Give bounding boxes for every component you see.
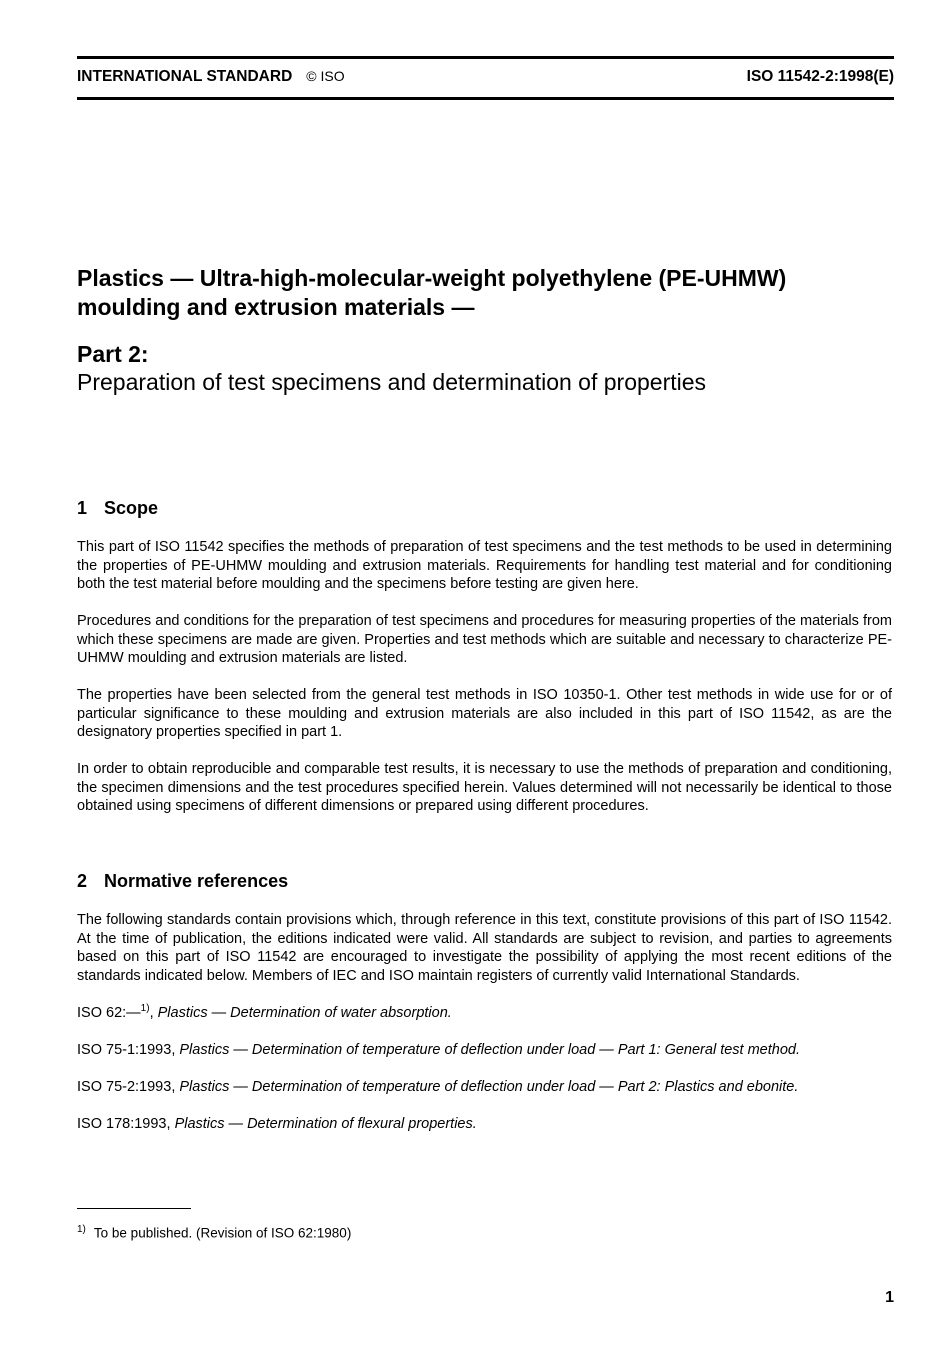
reference-item: ISO 62:—$^{1)}$, Plastics — Determination of water absorption. (77, 1002, 452, 1021)
scope-paragraph: In order to obtain reproducible and comparable test results, it is necessary to use the methods of preparation and conditioning, the specimen dimensions and the test procedures specified herein. Values determined will not necessarily be identical to those obtained using specimens of different dimensions or prepared using different procedures. (77, 761, 892, 814)
header-top-rule (77, 56, 894, 59)
section-1-number: 1 (77, 498, 88, 518)
header-bottom-rule (77, 97, 894, 100)
section-2-number: 2 (77, 871, 88, 891)
reference-title: Plastics — Determination of flexural properties. (174, 1115, 477, 1132)
reference-id: ISO 75-2:1993 (77, 1078, 172, 1095)
reference-id: ISO 62:— (77, 1004, 141, 1021)
scope-paragraph: The properties have been selected from the general test methods in ISO 10350-1. Other test methods in wide use for or of particular significance to these moulding and extrusion materials are also included in this part of ISO 11542, as are the designatory properties specified in part 1. (77, 687, 892, 740)
section-2-title: Normative references (104, 871, 289, 891)
title-line-2: moulding and extrusion materials — (77, 294, 475, 320)
footnote-ref[interactable]: 1) (140, 1002, 150, 1014)
reference-id: ISO 178:1993 (77, 1115, 167, 1132)
part-subtitle: Preparation of test specimens and determination of properties (77, 369, 707, 395)
section-1-title: Scope (104, 498, 159, 518)
footnote-text: To be published. (Revision of ISO 62:1980) (93, 1225, 352, 1241)
section-1-heading (77, 497, 158, 519)
header-copyright: © ISO (306, 68, 345, 84)
title-line-1: Plastics — Ultra-high-molecular-weight polyethylene (PE-UHMW) (77, 265, 787, 291)
reference-title: Plastics — Determination of water absorption. (157, 1004, 452, 1021)
section-2-body (77, 911, 892, 1152)
header-label: INTERNATIONAL STANDARD (77, 68, 293, 85)
page-number: 1 (885, 1289, 894, 1306)
reference-item: ISO 75-2:1993, Plastics — Determination of temperature of deflection under load — Part 2: Plastics and ebonite. (77, 1078, 799, 1095)
running-header (77, 68, 894, 90)
footnote-mark: 1) (77, 1224, 86, 1235)
footnote-separator (77, 1208, 191, 1209)
scope-paragraph: This part of ISO 11542 specifies the methods of preparation of test specimens and the test methods to be used in determining the properties of PE-UHMW moulding and extrusion materials. Requirements for handling test material and for conditioning both the test material before moulding and the specimens before testing are given here. (77, 539, 892, 592)
header-doc-id: ISO 11542-2:1998(E) (746, 68, 894, 85)
section-2-heading (77, 870, 288, 892)
part-label: Part 2: (77, 341, 149, 367)
footnote (77, 1221, 351, 1242)
reference-title: Plastics — Determination of temperature of deflection under load — Part 1: General test method. (179, 1041, 800, 1058)
reference-item: ISO 178:1993, Plastics — Determination of flexural properties. (77, 1115, 477, 1132)
reference-item: ISO 75-1:1993, Plastics — Determination of temperature of deflection under load — Part 1: General test method. (77, 1041, 800, 1058)
section-1-body (77, 538, 892, 834)
document-title (77, 264, 907, 322)
references-intro: The following standards contain provisions which, through reference in this text, constitute provisions of this part of ISO 11542. At the time of publication, the editions indicated were valid. All standards are subject to revision, and parties to agreements based on this part of ISO 11542 are encouraged to investigate the possibility of applying the most recent editions of the standards indicated below. Members of IEC and ISO maintain registers of currently valid International Standards. (77, 912, 892, 984)
reference-id: ISO 75-1:1993 (77, 1041, 172, 1058)
reference-title: Plastics — Determination of temperature of deflection under load — Part 2: Plastics and ebonite. (179, 1078, 799, 1095)
scope-paragraph: Procedures and conditions for the preparation of test specimens and procedures for measuring properties of the materials from which these specimens are made are given. Properties and test methods which are suitable and necessary to characterize PE-UHMW moulding and extrusion materials are listed. (77, 613, 892, 666)
